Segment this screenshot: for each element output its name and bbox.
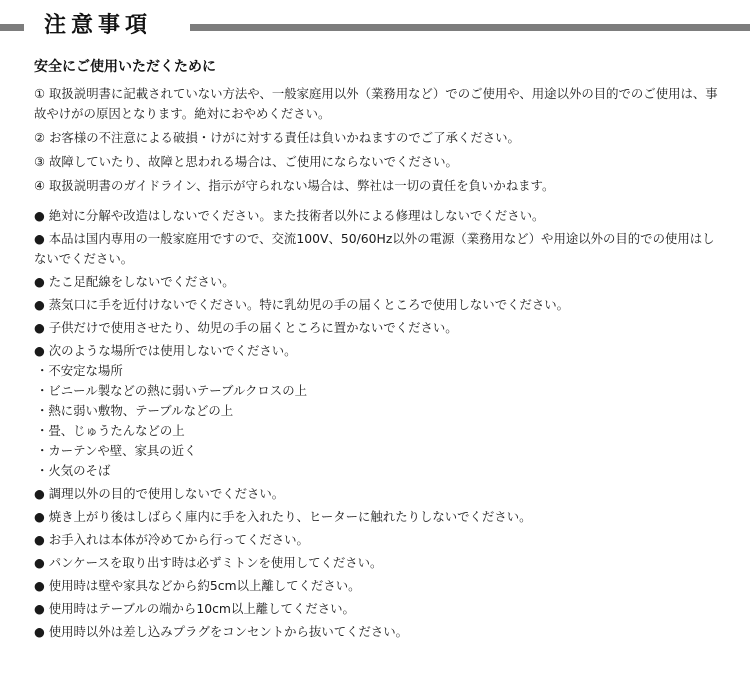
bullet-item-1: ● 絶対に分解や改造はしないでください。また技術者以外による修理はしないでください。: [34, 208, 545, 223]
bullet-item-4: ● 蒸気口に手を近付けないでください。特に乳幼児の手の届くところで使用しないでください。: [34, 297, 570, 312]
numbered-item-3: ③ 故障していたり、故障と思われる場合は、ご使用にならないでください。: [34, 154, 458, 169]
place-item-2: ・ビニール製などの熱に弱いテーブルクロスの上: [36, 383, 307, 398]
bullet-item-5: ● 子供だけで使用させたり、幼児の手の届くところに置かないでください。: [34, 320, 458, 335]
bullet-item-9: ● お手入れは本体が冷めてから行ってください。: [34, 532, 309, 547]
page-title: 注意事項: [44, 13, 153, 38]
bullet-item-3: ● たこ足配線をしないでください。: [34, 274, 235, 289]
bullet-item-7: ● 調理以外の目的で使用しないでください。: [34, 486, 285, 501]
caution-list: [34, 84, 724, 642]
bullet-item-6: ● 次のような場所では使用しないでください。: [34, 343, 297, 358]
place-item-4: ・畳、じゅうたんなどの上: [36, 423, 185, 438]
bullet-item-11: ● 使用時は壁や家具などから約5cm以上離してください。: [34, 578, 361, 593]
bullet-item-10: ● パンケースを取り出す時は必ずミトンを使用してください。: [34, 555, 383, 570]
title-row: [0, 11, 750, 41]
bullet-item-8: ● 焼き上がり後はしばらく庫内に手を入れたり、ヒーターに触れたりしないでください。: [34, 509, 532, 524]
numbered-item-4: ④ 取扱説明書のガイドライン、指示が守られない場合は、弊社は一切の責任を負いかねます。: [34, 178, 555, 193]
numbered-item-2: ② お客様の不注意による破損・けがに対する責任は負いかねますのでご了承ください。: [34, 130, 520, 145]
section-subtitle: 安全にご使用いただくために: [34, 59, 216, 75]
numbered-item-1: ① 取扱説明書に記載されていない方法や、一般家庭用以外（業務用など）でのご使用や、用途以外の目的でのご使用は、事故やけがの原因となります。絶対におやめください。: [34, 86, 718, 121]
place-item-6: ・火気のそば: [36, 463, 111, 478]
place-item-1: ・不安定な場所: [36, 363, 123, 378]
bullet-item-12: ● 使用時はテーブルの端から10cm以上離してください。: [34, 601, 355, 616]
place-item-5: ・カーテンや壁、家具の近く: [36, 443, 197, 458]
bullet-item-2: ● 本品は国内専用の一般家庭用ですので、交流100V、50/60Hz以外の電源（業務用など）や用途以外の目的での使用はしないでください。: [34, 231, 715, 266]
title-bar-left: [0, 24, 24, 31]
title-bar-right: [190, 24, 750, 31]
place-item-3: ・熱に弱い敷物、テーブルなどの上: [36, 403, 234, 418]
bullet-item-13: ● 使用時以外は差し込みプラグをコンセントから抜いてください。: [34, 624, 409, 639]
